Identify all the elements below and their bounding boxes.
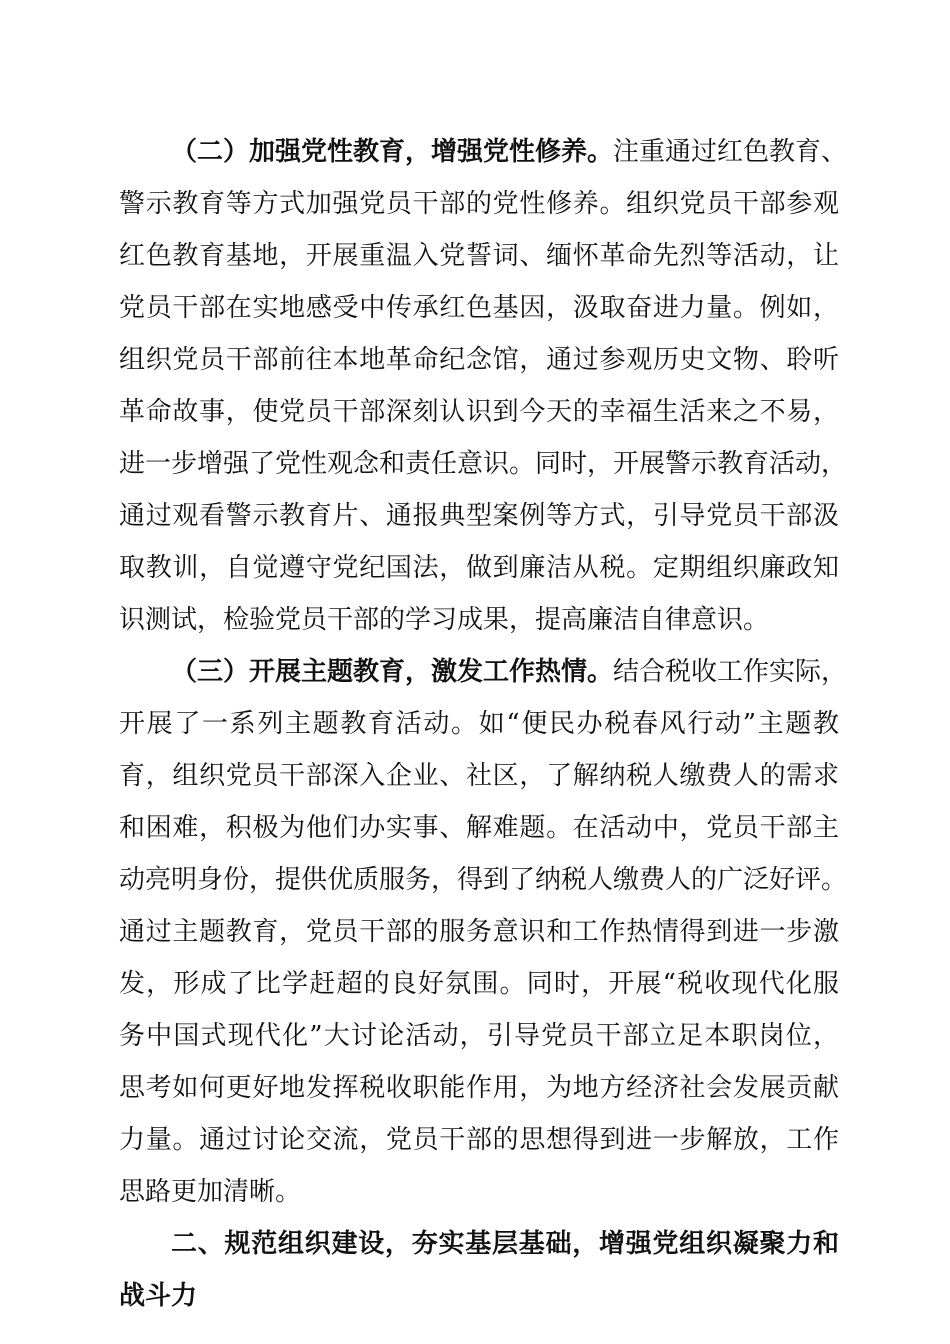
paragraph-line: [119, 126, 848, 178]
paragraph-line: 红色教育基地，开展重温入党誓词、缅怀革命先烈等活动，让: [119, 241, 839, 271]
paragraph-line: 通过主题教育，党员干部的服务意识和工作热情得到进一步激: [119, 917, 839, 947]
paragraph-line: 思路更加清晰。: [119, 1177, 302, 1207]
paragraph-party-spirit-education: [119, 126, 848, 646]
paragraph-line: 育，组织党员干部深入企业、社区，了解纳税人缴费人的需求: [119, 761, 839, 791]
section-heading: [119, 1218, 839, 1322]
document-page: [119, 126, 848, 1322]
paragraph-line: 警示教育等方式加强党员干部的党性修养。组织党员干部参观: [119, 189, 839, 219]
paragraph-line: 取教训，自觉遵守党纪国法，做到廉洁从税。定期组织廉政知: [119, 553, 839, 583]
paragraph-lead-heading: （二）加强党性教育，增强党性修养。: [171, 137, 614, 167]
paragraph-line: 通过观看警示教育片、通报典型案例等方式，引导党员干部汲: [119, 501, 839, 531]
paragraph-line: 和困难，积极为他们办实事、解难题。在活动中，党员干部主: [119, 813, 839, 843]
paragraph-line: 发，形成了比学赶超的良好氛围。同时，开展“税收现代化服: [119, 969, 839, 999]
paragraph-lead-heading: （三）开展主题教育，激发工作热情。: [171, 657, 614, 687]
section-heading-line: 二、规范组织建设，夯实基层基础，增强党组织凝聚力和: [171, 1229, 839, 1259]
paragraph-line: 识测试，检验党员干部的学习成果，提高廉洁自律意识。: [119, 605, 770, 635]
paragraph-line: [119, 646, 848, 698]
paragraph-line: 动亮明身份，提供优质服务，得到了纳税人缴费人的广泛好评。: [119, 865, 848, 895]
paragraph-line: 党员干部在实地感受中传承红色基因，汲取奋进力量。例如，: [119, 293, 839, 323]
paragraph-line: 力量。通过讨论交流，党员干部的思想得到进一步解放，工作: [119, 1125, 839, 1155]
paragraph-line: 开展了一系列主题教育活动。如“便民办税春风行动”主题教: [119, 709, 839, 739]
paragraph-text: 注重通过红色教育、: [613, 137, 848, 167]
paragraph-line: 进一步增强了党性观念和责任意识。同时，开展警示教育活动，: [119, 449, 848, 479]
paragraph-text: 结合税收工作实际，: [613, 657, 848, 687]
paragraph-line: 革命故事，使党员干部深刻认识到今天的幸福生活来之不易，: [119, 397, 839, 427]
paragraph-theme-education: [119, 646, 848, 1218]
paragraph-line: 务中国式现代化”大讨论活动，引导党员干部立足本职岗位，: [119, 1021, 839, 1051]
section-heading-line: 战斗力: [119, 1281, 198, 1311]
paragraph-line: 思考如何更好地发挥税收职能作用，为地方经济社会发展贡献: [119, 1073, 839, 1103]
paragraph-line: 组织党员干部前往本地革命纪念馆，通过参观历史文物、聆听: [119, 345, 839, 375]
